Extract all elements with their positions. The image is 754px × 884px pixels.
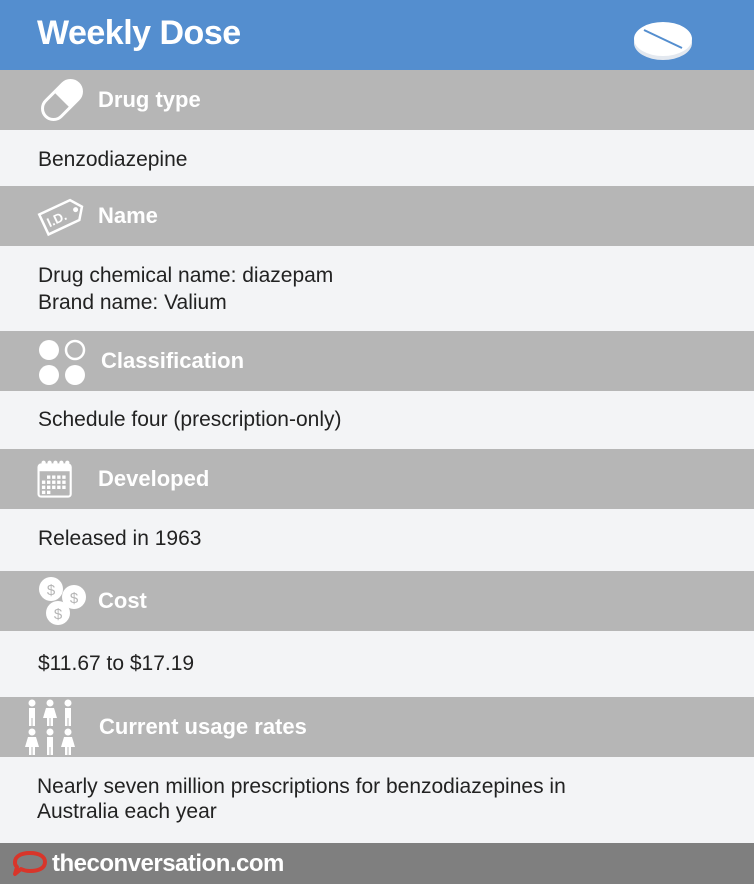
section-label: Current usage rates: [99, 714, 307, 739]
section-content-usage: [37, 774, 566, 824]
content-line: Nearly seven million prescriptions for benzodiazepines in: [37, 775, 566, 798]
section-content-drug-type: [38, 146, 187, 173]
section-content-developed: [38, 525, 201, 552]
coins-icon: [36, 574, 88, 628]
page-title: Weekly Dose: [37, 14, 241, 52]
footer-brand: theconversation.com: [52, 850, 284, 877]
section-label: Developed: [98, 466, 210, 491]
section-header-cost: [0, 571, 754, 631]
content-line: Brand name: Valium: [38, 291, 227, 314]
section-header-classification: [0, 331, 754, 391]
section-header-drug-type: [0, 70, 754, 130]
svg-text:$: $: [53, 606, 63, 623]
content-line: Schedule four (prescription-only): [38, 408, 342, 431]
header-banner: [0, 0, 754, 70]
section-content-classification: [38, 406, 341, 433]
section-label: Drug type: [98, 87, 201, 112]
people-icon: [24, 698, 76, 756]
section-content-name: [38, 262, 333, 316]
content-line: Released in 1963: [38, 527, 202, 550]
content-line: Australia each year: [37, 800, 217, 823]
capsule-icon: [36, 76, 88, 124]
section-header-name: [0, 186, 754, 246]
section-label: Name: [98, 203, 158, 228]
conversation-logo-icon: [12, 850, 48, 878]
svg-text:$: $: [69, 590, 79, 607]
section-content-cost: [38, 650, 194, 677]
content-line: Drug chemical name: diazepam: [38, 264, 334, 287]
section-header-usage: [0, 697, 754, 757]
section-label: Cost: [98, 588, 147, 613]
svg-text:$: $: [46, 582, 56, 599]
id-tag-text: I.D.: [44, 207, 70, 231]
pill-icon: [632, 16, 694, 62]
content-line: $11.67 to $17.19: [38, 652, 195, 675]
section-header-developed: [0, 449, 754, 509]
id-tag-icon: [36, 192, 88, 240]
calendar-icon: [36, 453, 80, 503]
circles-icon: [36, 335, 88, 387]
section-label: Classification: [101, 348, 245, 373]
footer: [0, 843, 754, 884]
content-line: Benzodiazepine: [38, 148, 188, 171]
